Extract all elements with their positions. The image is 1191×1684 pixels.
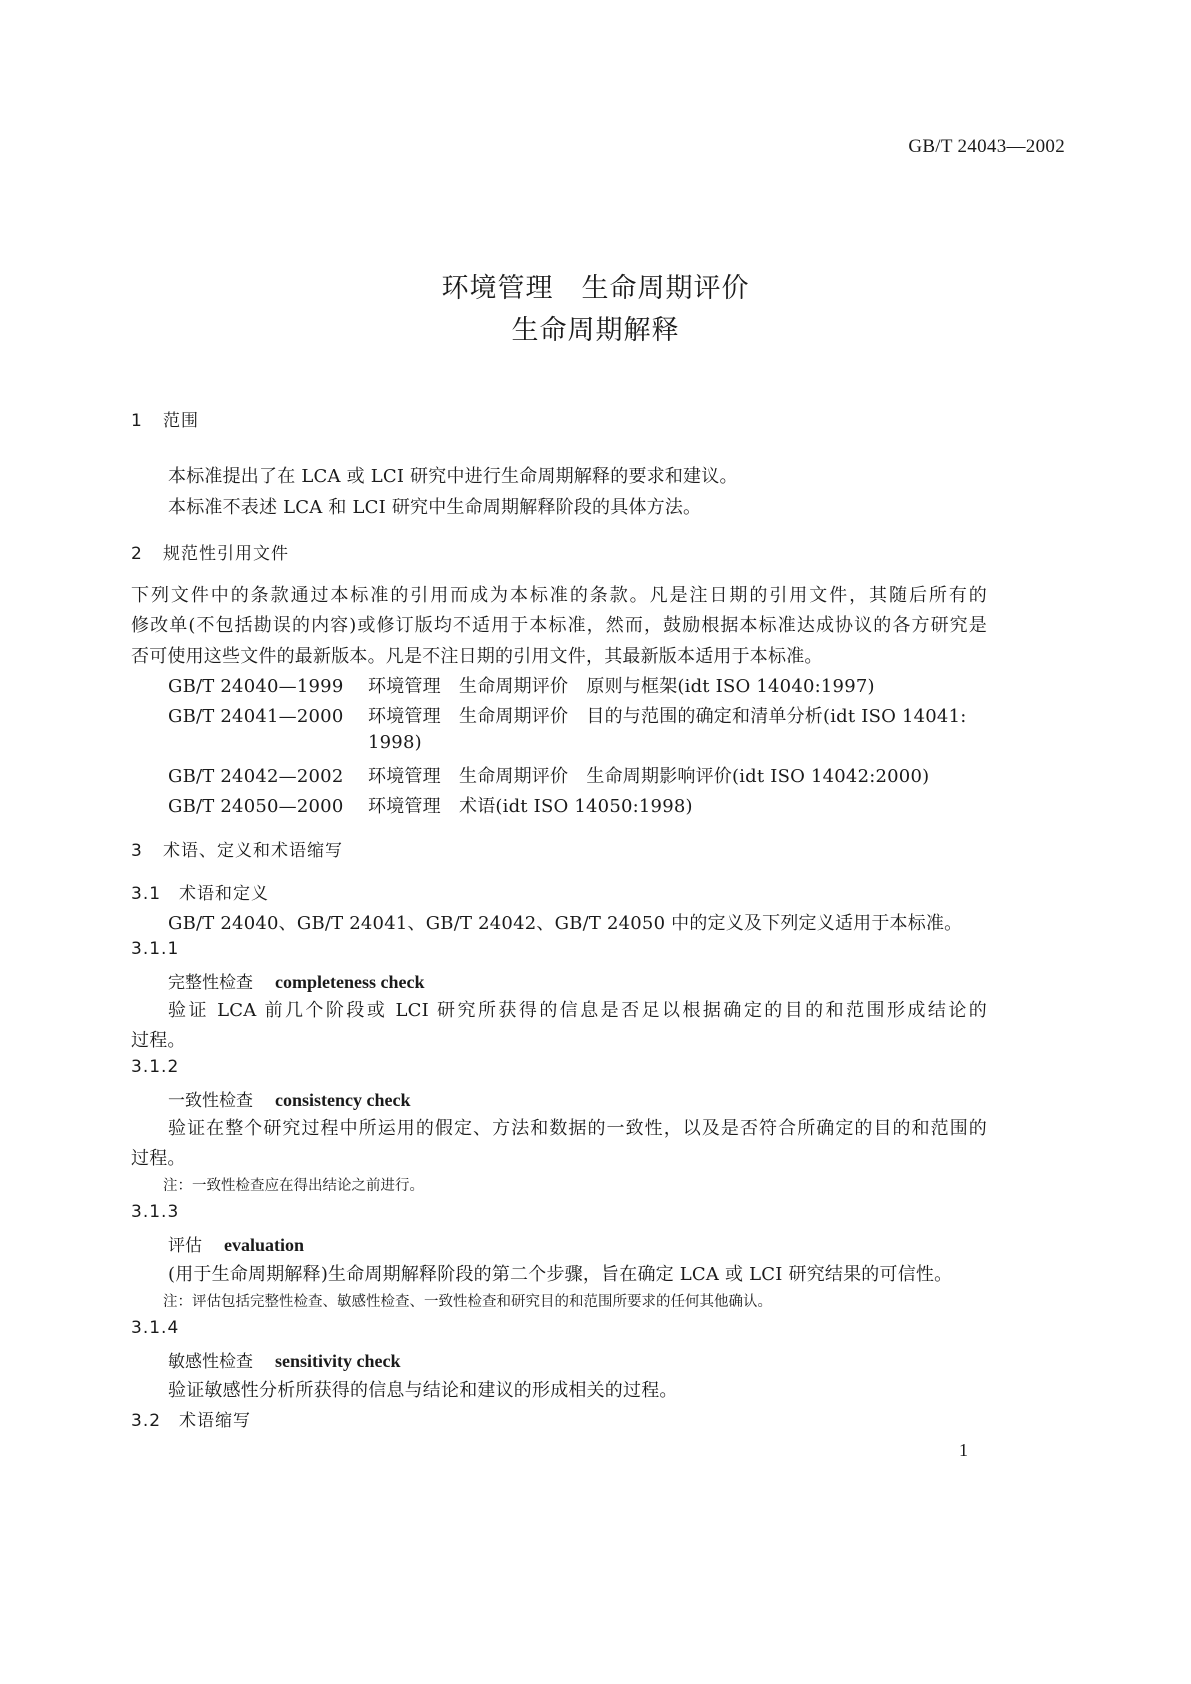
reference-code: GB/T 24050—2000 — [168, 796, 344, 817]
term-heading — [168, 1086, 410, 1111]
term-en: completeness check — [275, 972, 425, 992]
reference-continuation: 1998) — [368, 732, 422, 753]
paragraph-line: 修改单(不包括勘误的内容)或修订版均不适用于本标准，然而，鼓励根据本标准达成协议的各方研究是 — [131, 615, 987, 636]
subsection-title: 术语和定义 — [179, 884, 269, 904]
section-number: 1 — [131, 411, 143, 431]
term-zh: 评估 — [168, 1236, 202, 1256]
reference-item — [168, 762, 929, 788]
term-heading — [168, 1231, 304, 1256]
reference-title: 环境管理 术语(idt ISO 14050:1998) — [368, 796, 693, 817]
section-1-heading — [131, 406, 199, 431]
term-zh: 敏感性检查 — [168, 1352, 253, 1372]
section-number: 2 — [131, 544, 143, 564]
reference-code: GB/T 24042—2002 — [168, 766, 344, 787]
term-definition: 验证在整个研究过程中所运用的假定、方法和数据的一致性，以及是否符合所确定的目的和范围的 — [168, 1118, 987, 1139]
page-subtitle: 生命周期解释 — [511, 315, 680, 346]
term-heading — [168, 968, 424, 993]
section-title: 范围 — [163, 411, 199, 431]
term-definition-cont: 过程。 — [131, 1148, 186, 1169]
paragraph-line: 否可使用这些文件的最新版本。凡是不注日期的引用文件，其最新版本适用于本标准。 — [131, 646, 823, 667]
subsection-number: 3.1 — [131, 884, 162, 904]
subsection-3-2-heading — [131, 1406, 251, 1431]
term-definition: 验证敏感性分析所获得的信息与结论和建议的形成相关的过程。 — [168, 1380, 678, 1401]
paragraph: 本标准不表述 LCA 和 LCI 研究中生命周期解释阶段的具体方法。 — [168, 497, 702, 518]
subsection-3-1-heading — [131, 879, 269, 904]
paragraph: GB/T 24040、GB/T 24041、GB/T 24042、GB/T 24050 中的定义及下列定义适用于本标准。 — [168, 913, 963, 934]
reference-item — [168, 672, 875, 698]
term-definition-cont: 过程。 — [131, 1030, 186, 1051]
standard-code: GB/T 24043—2002 — [908, 136, 1065, 157]
term-zh: 完整性检查 — [168, 973, 253, 993]
term-heading — [168, 1347, 401, 1372]
term-zh: 一致性检查 — [168, 1091, 253, 1111]
term-number: 3.1.1 — [131, 939, 180, 959]
reference-title: 环境管理 生命周期评价 目的与范围的确定和清单分析(idt ISO 14041: — [368, 706, 967, 727]
paragraph: 本标准提出了在 LCA 或 LCI 研究中进行生命周期解释的要求和建议。 — [168, 466, 738, 487]
reference-code: GB/T 24041—2000 — [168, 706, 344, 727]
term-en: evaluation — [224, 1235, 305, 1255]
subsection-title: 术语缩写 — [179, 1411, 251, 1431]
paragraph-line: 下列文件中的条款通过本标准的引用而成为本标准的条款。凡是注日期的引用文件，其随后所有的 — [131, 585, 987, 606]
term-definition: 验证 LCA 前几个阶段或 LCI 研究所获得的信息是否足以根据确定的目的和范围形成结论的 — [168, 1000, 987, 1021]
reference-item — [168, 792, 693, 818]
section-2-heading — [131, 539, 289, 564]
reference-title: 环境管理 生命周期评价 生命周期影响评价(idt ISO 14042:2000) — [368, 766, 930, 787]
page-title: 环境管理 生命周期评价 — [441, 273, 750, 304]
page-number: 1 — [959, 1440, 968, 1460]
term-number: 3.1.4 — [131, 1318, 180, 1338]
reference-title: 环境管理 生命周期评价 原则与框架(idt ISO 14040:1997) — [368, 676, 875, 697]
term-en: sensitivity check — [275, 1351, 401, 1371]
section-number: 3 — [131, 841, 143, 861]
section-title: 术语、定义和术语缩写 — [163, 841, 343, 861]
section-3-heading — [131, 836, 343, 861]
term-note: 注：评估包括完整性检查、敏感性检查、一致性检查和研究目的和范围所要求的任何其他确认。 — [163, 1294, 772, 1310]
term-en: consistency check — [275, 1090, 411, 1110]
reference-code: GB/T 24040—1999 — [168, 676, 344, 697]
term-number: 3.1.3 — [131, 1202, 180, 1222]
subsection-number: 3.2 — [131, 1411, 162, 1431]
term-definition: (用于生命周期解释)生命周期解释阶段的第二个步骤，旨在确定 LCA 或 LCI 研究结果的可信性。 — [168, 1264, 953, 1285]
term-note: 注：一致性检查应在得出结论之前进行。 — [163, 1178, 424, 1194]
section-title: 规范性引用文件 — [163, 544, 289, 564]
term-number: 3.1.2 — [131, 1057, 180, 1077]
reference-item — [168, 702, 967, 728]
